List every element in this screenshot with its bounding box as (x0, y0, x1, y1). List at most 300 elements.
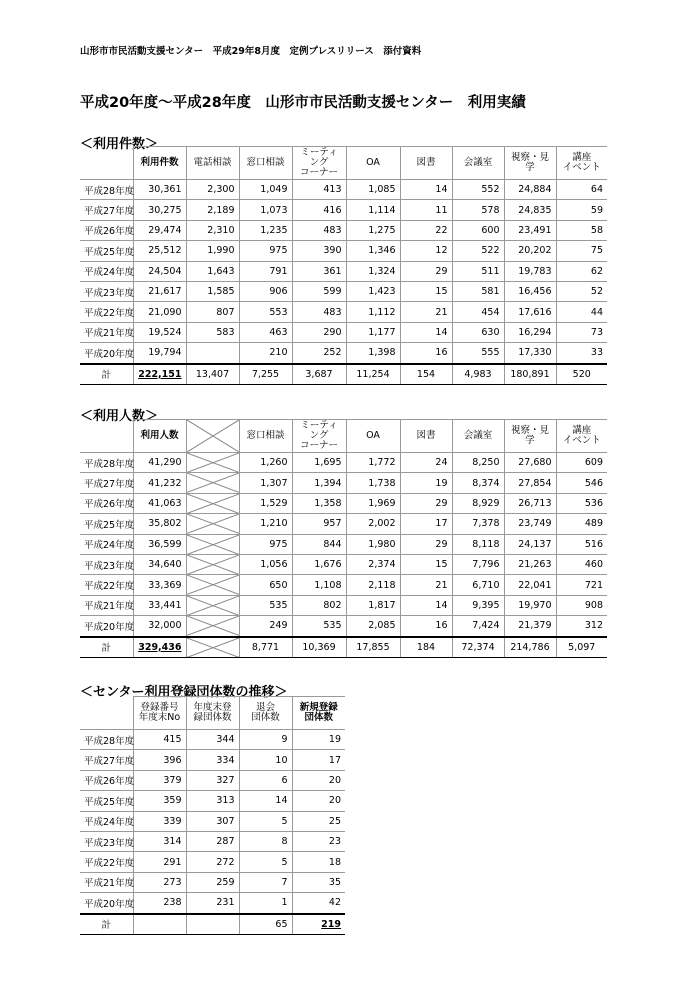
data-cell: 64 (556, 180, 607, 200)
data-cell: 18 (292, 852, 345, 872)
total-cell: 4,983 (452, 364, 504, 385)
data-cell: 483 (292, 220, 346, 240)
column-header (186, 420, 239, 453)
data-cell: 19,970 (504, 595, 556, 615)
usage-count-table (80, 146, 607, 385)
row-label: 平成23年度 (80, 554, 133, 574)
data-cell: 16,294 (504, 322, 556, 342)
data-cell: 1,990 (186, 241, 239, 261)
data-cell: 62 (556, 261, 607, 281)
data-cell: 2,118 (346, 575, 400, 595)
data-cell: 1,114 (346, 200, 400, 220)
data-cell: 1,394 (292, 473, 346, 493)
data-cell: 906 (239, 281, 292, 301)
column-header: ミーティング コーナー (292, 147, 346, 180)
data-cell: 553 (239, 302, 292, 322)
row-label: 平成21年度 (80, 595, 133, 615)
data-cell: 23,749 (504, 514, 556, 534)
data-cell: 307 (186, 811, 239, 831)
data-cell: 1,695 (292, 453, 346, 473)
section-user-count-title: ＜利用人数＞ (80, 409, 159, 424)
total-cell (186, 637, 239, 658)
table-row (80, 554, 607, 574)
data-cell: 231 (186, 893, 239, 914)
data-cell: 41,232 (133, 473, 186, 493)
row-label: 平成24年度 (80, 261, 133, 281)
data-cell: 26,713 (504, 493, 556, 513)
data-cell: 238 (133, 893, 186, 914)
cross-out-icon (187, 575, 239, 594)
data-cell: 24,504 (133, 261, 186, 281)
data-cell: 15 (400, 554, 452, 574)
data-cell: 7,424 (452, 616, 504, 637)
data-cell: 24 (400, 453, 452, 473)
data-cell: 273 (133, 872, 186, 892)
data-cell: 2,085 (346, 616, 400, 637)
column-header: 利用件数 (133, 147, 186, 180)
data-cell: 6 (239, 770, 292, 790)
data-cell: 359 (133, 791, 186, 811)
data-cell: 1,108 (292, 575, 346, 595)
table-row (80, 750, 345, 770)
data-cell: 908 (556, 595, 607, 615)
row-label: 平成26年度 (80, 220, 133, 240)
data-cell: 249 (239, 616, 292, 637)
data-cell: 1,235 (239, 220, 292, 240)
column-header: OA (346, 147, 400, 180)
column-header: 電話相談 (186, 147, 239, 180)
row-label: 平成23年度 (80, 281, 133, 301)
total-cell: 10,369 (292, 637, 346, 658)
table-row (80, 180, 607, 200)
data-cell: 17 (292, 750, 345, 770)
data-cell (186, 595, 239, 615)
cross-out-icon (187, 494, 239, 513)
cross-out-icon (187, 616, 239, 635)
data-cell: 14 (239, 791, 292, 811)
data-cell: 29,474 (133, 220, 186, 240)
data-cell: 552 (452, 180, 504, 200)
data-cell: 1,643 (186, 261, 239, 281)
row-label: 平成20年度 (80, 616, 133, 637)
data-cell: 802 (292, 595, 346, 615)
total-cell: 17,855 (346, 637, 400, 658)
data-cell: 413 (292, 180, 346, 200)
data-cell: 2,300 (186, 180, 239, 200)
column-header: 窓口相談 (239, 147, 292, 180)
user-count-table (80, 419, 607, 658)
total-label: 計 (80, 637, 133, 658)
data-cell: 1,358 (292, 493, 346, 513)
data-cell: 721 (556, 575, 607, 595)
document-header: 山形市市民活動支援センター 平成29年8月度 定例プレスリリース 添付資料 (80, 46, 422, 57)
column-header: 登録番号 年度末No (133, 697, 186, 730)
data-cell: 460 (556, 554, 607, 574)
table-row (80, 453, 607, 473)
data-cell: 252 (292, 343, 346, 364)
table-row (80, 261, 607, 281)
column-header: 会議室 (452, 147, 504, 180)
data-cell: 975 (239, 534, 292, 554)
table-row (80, 514, 607, 534)
data-cell: 75 (556, 241, 607, 261)
data-cell: 23 (292, 831, 345, 851)
data-cell: 9 (239, 730, 292, 750)
data-cell: 313 (186, 791, 239, 811)
column-header (80, 147, 133, 180)
column-header (80, 697, 133, 730)
data-cell: 1,112 (346, 302, 400, 322)
data-cell: 546 (556, 473, 607, 493)
data-cell: 259 (186, 872, 239, 892)
data-cell: 1,275 (346, 220, 400, 240)
section-registered-groups-title: ＜センター利用登録団体数の推移＞ (80, 685, 288, 700)
row-label: 平成27年度 (80, 750, 133, 770)
data-cell: 17,616 (504, 302, 556, 322)
data-cell: 16 (400, 343, 452, 364)
data-cell: 454 (452, 302, 504, 322)
total-cell: 65 (239, 914, 292, 935)
data-cell: 975 (239, 241, 292, 261)
data-cell: 58 (556, 220, 607, 240)
data-cell: 1,676 (292, 554, 346, 574)
data-cell: 1 (239, 893, 292, 914)
data-cell: 21,263 (504, 554, 556, 574)
data-cell: 21,617 (133, 281, 186, 301)
table-row (80, 200, 607, 220)
data-cell: 19,524 (133, 322, 186, 342)
table-row (80, 893, 345, 914)
total-cell: 154 (400, 364, 452, 385)
column-header: ミーティング コーナー (292, 420, 346, 453)
column-header: 視察・見学 (504, 420, 556, 453)
data-cell: 29 (400, 493, 452, 513)
data-cell: 8,929 (452, 493, 504, 513)
data-cell: 416 (292, 200, 346, 220)
total-cell: 5,097 (556, 637, 607, 658)
data-cell: 379 (133, 770, 186, 790)
total-row (80, 914, 345, 935)
total-cell (133, 914, 186, 935)
row-label: 平成25年度 (80, 241, 133, 261)
data-cell: 555 (452, 343, 504, 364)
data-cell: 8,374 (452, 473, 504, 493)
data-cell: 17 (400, 514, 452, 534)
data-cell: 2,374 (346, 554, 400, 574)
row-label: 平成21年度 (80, 322, 133, 342)
data-cell (186, 575, 239, 595)
data-cell: 1,585 (186, 281, 239, 301)
data-cell: 1,073 (239, 200, 292, 220)
data-cell: 41,290 (133, 453, 186, 473)
data-cell: 25,512 (133, 241, 186, 261)
column-header: 講座 イベント (556, 420, 607, 453)
data-cell: 35 (292, 872, 345, 892)
data-cell: 2,310 (186, 220, 239, 240)
column-header: 新規登録 団体数 (292, 697, 345, 730)
total-cell: 184 (400, 637, 452, 658)
data-cell: 1,177 (346, 322, 400, 342)
data-cell: 334 (186, 750, 239, 770)
table-row (80, 322, 607, 342)
data-cell: 29 (400, 261, 452, 281)
data-cell: 20 (292, 791, 345, 811)
data-cell: 2,189 (186, 200, 239, 220)
data-cell: 511 (452, 261, 504, 281)
data-cell: 17,330 (504, 343, 556, 364)
row-label: 平成27年度 (80, 473, 133, 493)
data-cell (186, 554, 239, 574)
data-cell: 32,000 (133, 616, 186, 637)
data-cell: 9,395 (452, 595, 504, 615)
table-row (80, 831, 345, 851)
table-row (80, 302, 607, 322)
data-cell: 516 (556, 534, 607, 554)
column-header: 利用人数 (133, 420, 186, 453)
row-label: 平成20年度 (80, 343, 133, 364)
total-cell (186, 914, 239, 935)
page-title: 平成20年度～平成28年度 山形市市民活動支援センター 利用実績 (80, 95, 526, 111)
row-label: 平成25年度 (80, 791, 133, 811)
column-header: 図書 (400, 420, 452, 453)
cross-out-icon (187, 596, 239, 615)
table-row (80, 281, 607, 301)
data-cell: 33,441 (133, 595, 186, 615)
column-header: OA (346, 420, 400, 453)
data-cell: 20,202 (504, 241, 556, 261)
total-cell: 7,255 (239, 364, 292, 385)
row-label: 平成22年度 (80, 302, 133, 322)
data-cell: 33 (556, 343, 607, 364)
column-header: 会議室 (452, 420, 504, 453)
data-cell: 1,398 (346, 343, 400, 364)
data-cell: 1,529 (239, 493, 292, 513)
cross-out-icon (187, 473, 239, 492)
data-cell: 1,324 (346, 261, 400, 281)
data-cell: 34,640 (133, 554, 186, 574)
data-cell: 396 (133, 750, 186, 770)
table-row (80, 241, 607, 261)
data-cell: 20 (292, 770, 345, 790)
data-cell: 1,260 (239, 453, 292, 473)
data-cell: 27,680 (504, 453, 556, 473)
data-cell: 35,802 (133, 514, 186, 534)
data-cell: 12 (400, 241, 452, 261)
data-cell: 8,250 (452, 453, 504, 473)
data-cell: 290 (292, 322, 346, 342)
data-cell (186, 493, 239, 513)
total-label: 計 (80, 914, 133, 935)
data-cell: 19,794 (133, 343, 186, 364)
cross-out-icon (187, 453, 239, 472)
total-cell: 520 (556, 364, 607, 385)
data-cell: 42 (292, 893, 345, 914)
row-label: 平成22年度 (80, 852, 133, 872)
data-cell: 489 (556, 514, 607, 534)
data-cell: 1,738 (346, 473, 400, 493)
data-cell: 535 (239, 595, 292, 615)
data-cell: 19 (400, 473, 452, 493)
data-cell: 41,063 (133, 493, 186, 513)
total-cell: 72,374 (452, 637, 504, 658)
data-cell: 23,491 (504, 220, 556, 240)
total-cell: 219 (292, 914, 345, 935)
cross-out-icon (187, 555, 239, 574)
data-cell: 327 (186, 770, 239, 790)
data-cell: 16 (400, 616, 452, 637)
row-label: 平成20年度 (80, 893, 133, 914)
table-row (80, 852, 345, 872)
table-row (80, 791, 345, 811)
column-header: 退会 団体数 (239, 697, 292, 730)
table-row (80, 493, 607, 513)
data-cell: 30,361 (133, 180, 186, 200)
data-cell: 19 (292, 730, 345, 750)
data-cell: 1,049 (239, 180, 292, 200)
data-cell: 16,456 (504, 281, 556, 301)
row-label: 平成28年度 (80, 730, 133, 750)
data-cell: 2,002 (346, 514, 400, 534)
data-cell: 463 (239, 322, 292, 342)
data-cell: 36,599 (133, 534, 186, 554)
data-cell: 21,379 (504, 616, 556, 637)
total-cell: 13,407 (186, 364, 239, 385)
data-cell (186, 453, 239, 473)
table-row (80, 770, 345, 790)
data-cell (186, 534, 239, 554)
data-cell: 29 (400, 534, 452, 554)
data-cell: 210 (239, 343, 292, 364)
data-cell: 344 (186, 730, 239, 750)
data-cell: 30,275 (133, 200, 186, 220)
table-row (80, 595, 607, 615)
data-cell: 14 (400, 180, 452, 200)
cross-out-icon (187, 535, 239, 554)
cross-out-icon (187, 420, 239, 452)
data-cell: 21,090 (133, 302, 186, 322)
total-cell: 180,891 (504, 364, 556, 385)
data-cell: 7,796 (452, 554, 504, 574)
row-label: 平成23年度 (80, 831, 133, 851)
data-cell: 807 (186, 302, 239, 322)
table-row (80, 730, 345, 750)
data-cell: 1,817 (346, 595, 400, 615)
data-cell: 535 (292, 616, 346, 637)
data-cell: 7 (239, 872, 292, 892)
data-cell: 600 (452, 220, 504, 240)
column-header: 年度末登 録団体数 (186, 697, 239, 730)
column-header: 図書 (400, 147, 452, 180)
data-cell: 5 (239, 852, 292, 872)
row-label: 平成24年度 (80, 811, 133, 831)
data-cell: 291 (133, 852, 186, 872)
data-cell: 1,980 (346, 534, 400, 554)
table-row (80, 616, 607, 637)
total-cell: 214,786 (504, 637, 556, 658)
data-cell: 14 (400, 595, 452, 615)
data-cell: 483 (292, 302, 346, 322)
data-cell: 287 (186, 831, 239, 851)
data-cell: 5 (239, 811, 292, 831)
data-cell: 59 (556, 200, 607, 220)
total-cell: 222,151 (133, 364, 186, 385)
data-cell: 1,346 (346, 241, 400, 261)
table-row (80, 534, 607, 554)
row-label: 平成21年度 (80, 872, 133, 892)
data-cell: 8,118 (452, 534, 504, 554)
table-row (80, 220, 607, 240)
data-cell: 630 (452, 322, 504, 342)
table-row (80, 575, 607, 595)
data-cell: 24,137 (504, 534, 556, 554)
column-header: 講座 イベント (556, 147, 607, 180)
table-row (80, 811, 345, 831)
data-cell (186, 514, 239, 534)
total-cell: 11,254 (346, 364, 400, 385)
row-label: 平成26年度 (80, 493, 133, 513)
total-label: 計 (80, 364, 133, 385)
data-cell: 599 (292, 281, 346, 301)
data-cell: 21 (400, 575, 452, 595)
total-cell: 8,771 (239, 637, 292, 658)
data-cell: 21 (400, 302, 452, 322)
column-header: 窓口相談 (239, 420, 292, 453)
data-cell: 581 (452, 281, 504, 301)
data-cell: 8 (239, 831, 292, 851)
column-header: 視察・見学 (504, 147, 556, 180)
data-cell: 578 (452, 200, 504, 220)
data-cell: 27,854 (504, 473, 556, 493)
column-header (80, 420, 133, 453)
data-cell: 1,056 (239, 554, 292, 574)
data-cell: 1,210 (239, 514, 292, 534)
data-cell: 314 (133, 831, 186, 851)
total-row (80, 637, 607, 658)
data-cell: 312 (556, 616, 607, 637)
data-cell: 15 (400, 281, 452, 301)
data-cell: 14 (400, 322, 452, 342)
table-row (80, 473, 607, 493)
data-cell: 25 (292, 811, 345, 831)
row-label: 平成26年度 (80, 770, 133, 790)
data-cell: 1,085 (346, 180, 400, 200)
data-cell: 272 (186, 852, 239, 872)
data-cell: 6,710 (452, 575, 504, 595)
data-cell: 10 (239, 750, 292, 770)
data-cell: 650 (239, 575, 292, 595)
total-row (80, 364, 607, 385)
data-cell: 24,835 (504, 200, 556, 220)
data-cell: 522 (452, 241, 504, 261)
data-cell: 73 (556, 322, 607, 342)
data-cell: 1,969 (346, 493, 400, 513)
data-cell: 1,423 (346, 281, 400, 301)
row-label: 平成22年度 (80, 575, 133, 595)
total-cell: 329,436 (133, 637, 186, 658)
row-label: 平成28年度 (80, 453, 133, 473)
data-cell: 339 (133, 811, 186, 831)
table-row (80, 343, 607, 364)
data-cell: 583 (186, 322, 239, 342)
data-cell: 1,772 (346, 453, 400, 473)
row-label: 平成27年度 (80, 200, 133, 220)
data-cell: 19,783 (504, 261, 556, 281)
total-cell: 3,687 (292, 364, 346, 385)
data-cell: 33,369 (133, 575, 186, 595)
data-cell: 7,378 (452, 514, 504, 534)
data-cell (186, 343, 239, 364)
data-cell: 791 (239, 261, 292, 281)
